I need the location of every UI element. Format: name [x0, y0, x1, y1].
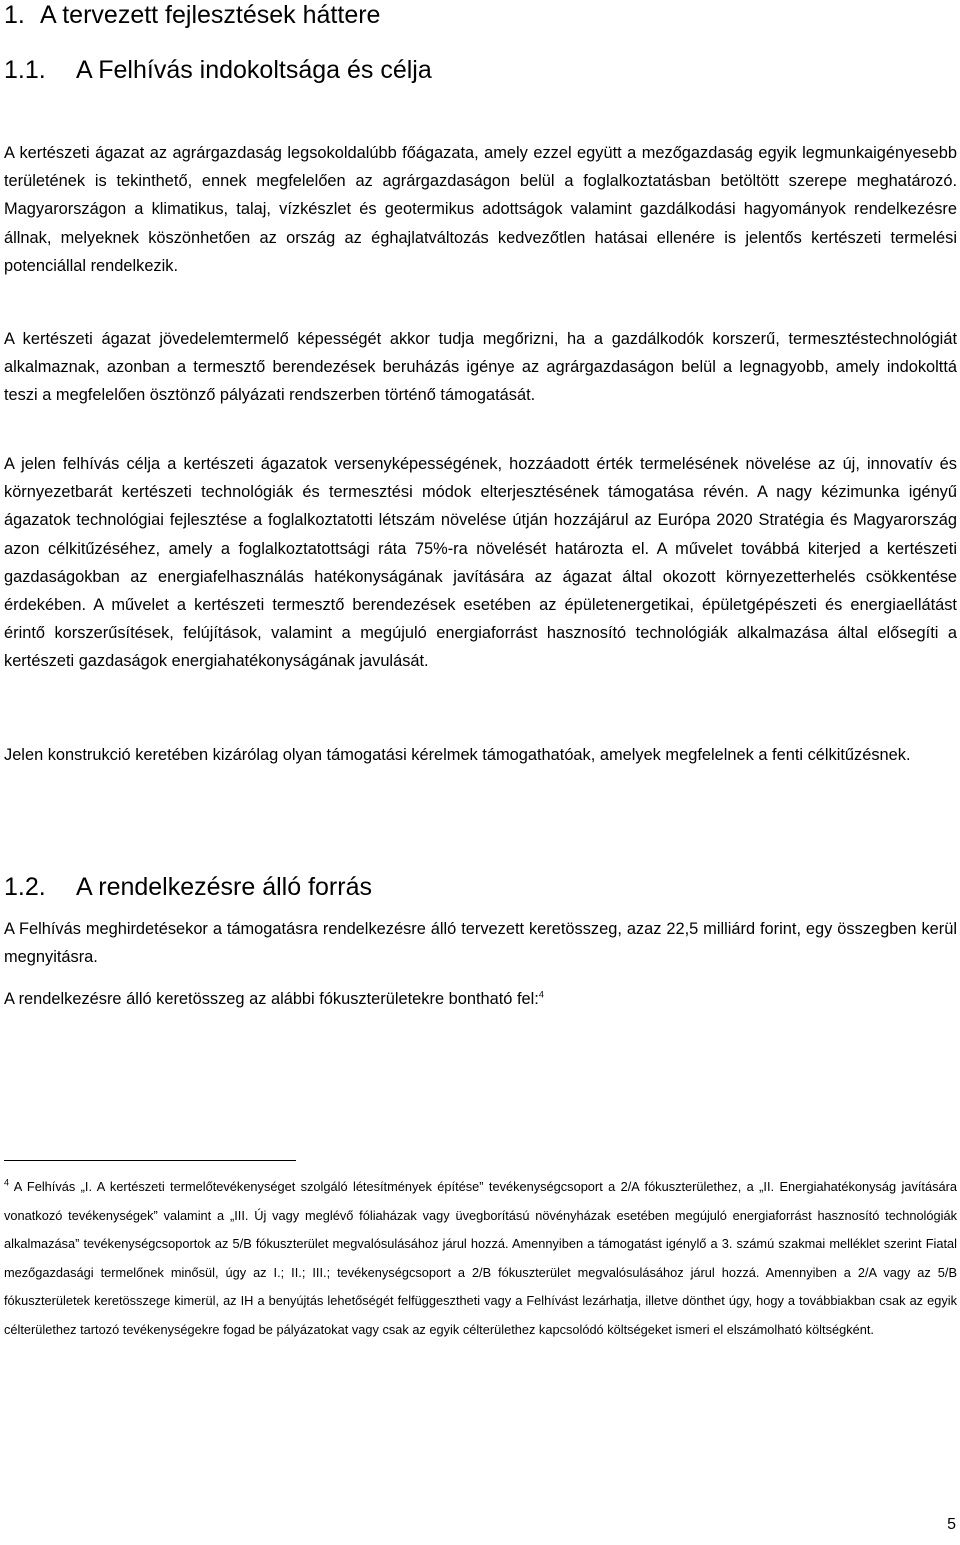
footnote-text: A Felhívás „I. A kertészeti termelőtevékenységet szolgáló létesítmények építése” tevékenységcsoport a 2/A fókuszterülethez, a „II. Energiahatékonyság javítására vonatkozó tevékenységek” valamint a „III. Új vagy meglévő fóliaházak vagy üvegborítású növényházak esetében megújuló energiaforrást hasznosító technológiák alkalmazása” tevékenységcsoportok az 5/B fókuszterület megvalósulásához járul hozzá. Amennyiben a támogatást igénylő a 3. számú szakmai melléklet szerint Fiatal mezőgazdasági termelőnek minősül, úgy az I.; II.; III.; tevékenységcsoport a 2/B fókuszterület megvalósulásához járul hozzá. Amennyiben a 2/A vagy az 5/B fókuszterületek keretösszege kimerül, az IH a benyújtás lehetőségét felfüggesztheti vagy a Felhívást lezárhatja, illetve dönthet úgy, hogy a továbbiakban csak az egyik célterülethez tartozó tevékenységekre fogad be pályázatokat vagy csak az egyik célterülethez kapcsolódó költségeket ismeri el elszámolható költségként. [4, 1179, 957, 1337]
footnote-separator [4, 1160, 296, 1161]
section-title: A tervezett fejlesztések háttere [40, 1, 381, 29]
section-title: A Felhívás indokoltsága és célja [76, 56, 432, 84]
section-number: 1.1. [4, 56, 46, 84]
footnote [4, 1173, 957, 1345]
paragraph: A kertészeti ágazat az agrárgazdaság legsokoldalúbb főágazata, amely ezzel együtt a mezőgazdaság egyik legmunkaigényesebb területének is tekinthető, ennek megfelelően az agrárgazdaságon belül a foglalkoztatásban betöltött szerepe meghatározó. Magyarországon a klimatikus, talaj, vízkészlet és geotermikus adottságok valamint gazdálkodási hagyományok rendelkezésre állnak, melyeknek köszönhetően az ország az éghajlatváltozás kedvezőtlen hatásai ellenére is jelentős kertészeti termelési potenciállal rendelkezik. [4, 144, 957, 275]
section-heading-1-2 [4, 872, 372, 902]
footnote-reference[interactable]: 4 [538, 989, 544, 1000]
section-heading-1 [4, 0, 380, 30]
paragraph: A Felhívás meghirdetésekor a támogatásra rendelkezésre álló tervezett keretösszeg, azaz 22,5 milliárd forint, egy összegben kerül megnyitásra. [4, 920, 957, 967]
paragraph: A kertészeti ágazat jövedelemtermelő képességét akkor tudja megőrizni, ha a gazdálkodók korszerű, termesztéstechnológiát alkalmaznak, azonban a termesztő berendezések beruházás igénye az agrárgazdaságon belül a legnagyobb, amely indokolttá teszi a megfelelően ösztönző pályázati rendszerben történő támogatását. [4, 330, 957, 405]
paragraph-text: A rendelkezésre álló keretösszeg az alábbi fókuszterületekre bontható fel: [4, 990, 539, 1008]
section-title: A rendelkezésre álló forrás [76, 873, 372, 901]
section-heading-1-1 [4, 55, 432, 85]
section-number: 1.2. [4, 873, 46, 901]
section-number: 1. [4, 1, 25, 29]
paragraph-with-footnote-ref [4, 985, 957, 1013]
page-number: 5 [947, 1516, 956, 1533]
paragraph: A jelen felhívás célja a kertészeti ágazatok versenyképességének, hozzáadott érték termelésének növelése az új, innovatív és környezetbarát kertészeti technológiák és termesztési módok elterjesztésének támogatása révén. A nagy kézimunka igényű ágazatok technológiai fejlesztése a foglalkoztatotti létszám növelése útján hozzájárul az Európa 2020 Stratégia és Magyarország azon célkitűzéséhez, amely a foglalkoztatottsági ráta 75%-ra növelését határozta el. A művelet továbbá kiterjed a kertészeti gazdaságokban az energiafelhasználás hatékonyságának javítására az ágazat által okozott környezetterhelés csökkentése érdekében. A művelet a kertészeti termesztő berendezések esetében az épületenergetikai, épületgépészeti és energiaellátást érintő korszerűsítések, felújítások, valamint a megújuló energiaforrást hasznosító technológiák alkalmazása által elősegíti a kertészeti gazdaságok energiahatékonyságának javulását. [4, 455, 957, 671]
footnote-marker: 4 [4, 1177, 10, 1188]
paragraph: Jelen konstrukció keretében kizárólag olyan támogatási kérelmek támogathatóak, amelyek megfelelnek a fenti célkitűzésnek. [4, 746, 911, 764]
